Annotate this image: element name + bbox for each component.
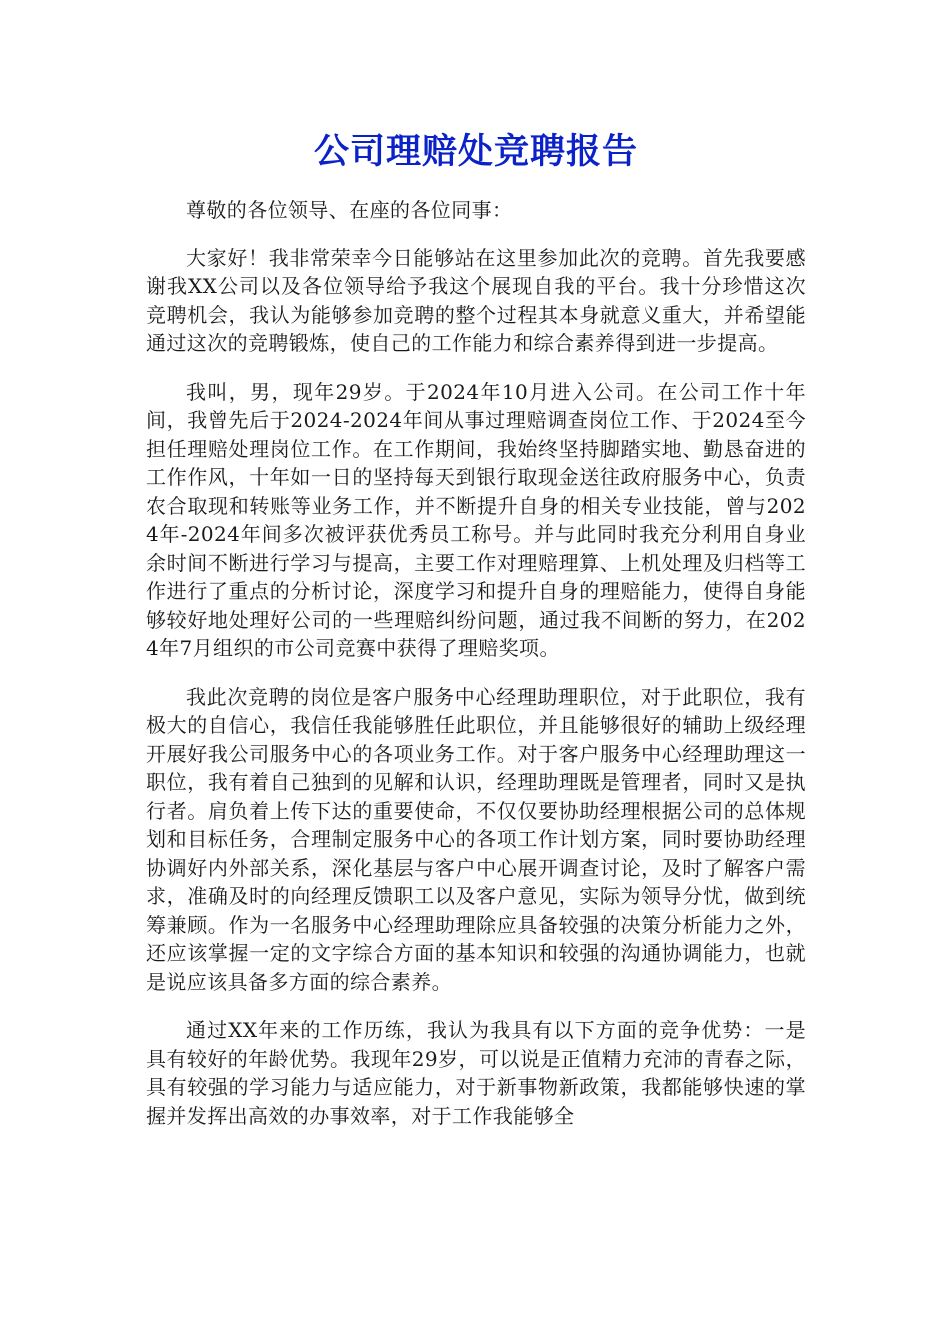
paragraph-3: 我此次竞聘的岗位是客户服务中心经理助理职位，对于此职位，我有极大的自信心，我信任我能够胜任此职位，并且能够很好的辅助上级经理开展好我公司服务中心的各项业务工作。对于客户服务中心经理助理这一职位，我有着自己独到的见解和认识，经理助理既是管理者，同时又是执行者。肩负着上传下达的重要使命，不仅仅要协助经理根据公司的总体规划和目标任务，合理制定服务中心的各项工作计划方案，同时要协助经理协调好内外部关系，深化基层与客户中心展开调查讨论，及时了解客户需求，准确及时的向经理反馈职工以及客户意见，实际为领导分忧，做到统筹兼顾。作为一名服务中心经理助理除应具备较强的决策分析能力之外，还应该掌握一定的文字综合方面的基本知识和较强的沟通协调能力，也就是说应该具备多方面的综合素养。	[146, 684, 806, 994]
paragraph-4: 通过XX年来的工作历练，我认为我具有以下方面的竞争优势：一是具有较好的年龄优势。我现年29岁，可以说是正值精力充沛的青春之际，具有较强的学习能力与适应能力，对于新事物新政策，我都能够快速的掌握并发挥出高效的办事效率，对于工作我能够全	[146, 1018, 806, 1128]
document-page	[146, 122, 806, 1150]
paragraph-2: 我叫，男，现年29岁。于2024年10月进入公司。在公司工作十年间，我曾先后于2024-2024年间从事过理赔调查岗位工作、于2024至今担任理赔处理岗位工作。在工作期间，我始终坚持脚踏实地、勤恳奋进的工作作风，十年如一日的坚持每天到银行取现金送往政府服务中心，负责农合取现和转账等业务工作，并不断提升自身的相关专业技能，曾与2024年-2024年间多次被评获优秀员工称号。并与此同时我充分利用自身业余时间不断进行学习与提高，主要工作对理赔理算、上机处理及归档等工作进行了重点的分析讨论，深度学习和提升自身的理赔能力，使得自身能够较好地处理好公司的一些理赔纠纷问题，通过我不间断的努力，在2024年7月组织的市公司竞赛中获得了理赔奖项。	[146, 379, 806, 660]
salutation: 尊敬的各位领导、在座的各位同事：	[186, 198, 513, 222]
document-title: 公司理赔处竞聘报告	[313, 131, 638, 172]
paragraph-1: 大家好！我非常荣幸今日能够站在这里参加此次的竞聘。首先我要感谢我XX公司以及各位领导给予我这个展现自我的平台。我十分珍惜这次竞聘机会，我认为能够参加竞聘的整个过程其本身就意义重大，并希望能通过这次的竞聘锻炼，使自己的工作能力和综合素养得到进一步提高。	[146, 245, 806, 355]
